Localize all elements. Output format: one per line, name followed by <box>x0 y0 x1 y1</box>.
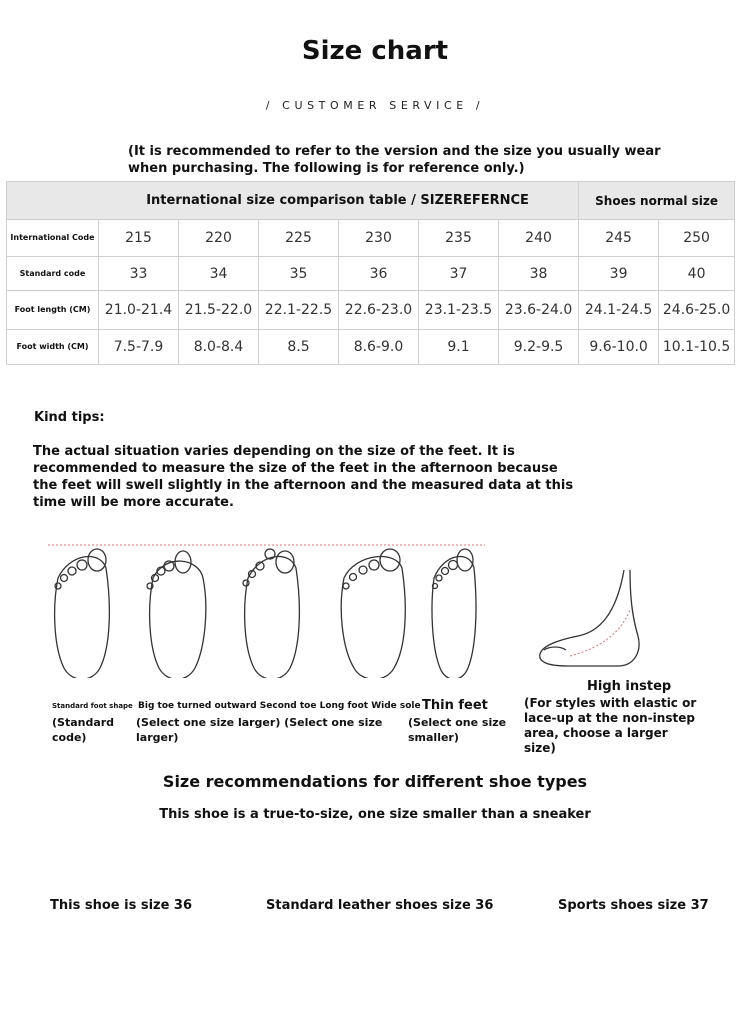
table-cell: 21.0-21.4 <box>99 291 179 330</box>
high-instep-note: (For styles with elastic or lace-up at the non-instep area, choose a larger size) <box>524 696 697 755</box>
second-toe-foot-icon <box>243 549 299 678</box>
table-cell: 23.6-24.0 <box>499 291 579 330</box>
size-comparison-table <box>6 181 735 365</box>
standard-foot-note: (Standard code) <box>52 716 115 744</box>
table-cell: 37 <box>419 257 499 291</box>
high-instep-foot-icon <box>540 570 639 666</box>
table-cell: 38 <box>499 257 579 291</box>
thin-feet-note: (Select one size smaller) <box>408 716 507 744</box>
bunion-foot-icon <box>147 551 206 678</box>
foot-types-caption: Big toe turned outward Second toe Long foot Wide sole <box>138 701 421 711</box>
high-instep-title: High instep <box>587 679 672 694</box>
table-cell: 9.2-9.5 <box>499 330 579 365</box>
table-cell: 9.6-10.0 <box>579 330 659 365</box>
customer-service-label: / CUSTOMER SERVICE / <box>265 99 485 112</box>
table-cell: 22.1-22.5 <box>259 291 339 330</box>
foot-shapes-illustration <box>40 538 700 678</box>
table-cell: 22.6-23.0 <box>339 291 419 330</box>
table-cell: 245 <box>579 220 659 257</box>
row-label-standard: Standard code <box>7 257 99 291</box>
table-cell: 8.0-8.4 <box>179 330 259 365</box>
tips-body: The actual situation varies depending on the size of the feet. It is recommended to measure the size of the feet in the afternoon because the feet will swell slightly in the afternoon and the measured data at this time will be more accurate. <box>33 444 574 510</box>
table-cell: 35 <box>259 257 339 291</box>
table-cell: 36 <box>339 257 419 291</box>
table-cell: 34 <box>179 257 259 291</box>
table-cell: 24.6-25.0 <box>659 291 735 330</box>
table-row <box>7 291 735 330</box>
recommendation-subtitle: This shoe is a true-to-size, one size smaller than a sneaker <box>159 807 591 822</box>
table-row <box>7 220 735 257</box>
standard-foot-icon <box>55 549 110 678</box>
table-cell: 39 <box>579 257 659 291</box>
table-cell: 225 <box>259 220 339 257</box>
table-cell: 21.5-22.0 <box>179 291 259 330</box>
wide-sole-foot-icon <box>341 549 405 678</box>
foot-types-note: (Select one size larger) (Select one size larger) <box>136 716 383 744</box>
table-header-row <box>7 182 735 220</box>
table-cell: 220 <box>179 220 259 257</box>
table-cell: 230 <box>339 220 419 257</box>
table-header-right: Shoes normal size <box>579 182 735 220</box>
table-cell: 40 <box>659 257 735 291</box>
intro-note: (It is recommended to refer to the version and the size you usually wear when purchasing. The following is for reference only.) <box>128 144 661 176</box>
this-shoe-size: This shoe is size 36 <box>50 898 193 913</box>
table-cell: 8.6-9.0 <box>339 330 419 365</box>
table-cell: 33 <box>99 257 179 291</box>
table-cell: 240 <box>499 220 579 257</box>
table-row <box>7 257 735 291</box>
table-cell: 10.1-10.5 <box>659 330 735 365</box>
sports-shoe-size: Sports shoes size 37 <box>558 898 709 913</box>
leather-shoe-size: Standard leather shoes size 36 <box>266 898 494 913</box>
table-cell: 23.1-23.5 <box>419 291 499 330</box>
table-cell: 8.5 <box>259 330 339 365</box>
standard-foot-caption: Standard foot shape <box>52 702 133 710</box>
table-cell: 235 <box>419 220 499 257</box>
table-cell: 250 <box>659 220 735 257</box>
tips-title: Kind tips: <box>34 410 105 425</box>
table-header-main: International size comparison table / SIZEREFERNCE <box>7 182 579 220</box>
recommendation-title: Size recommendations for different shoe types <box>162 772 588 791</box>
table-cell: 9.1 <box>419 330 499 365</box>
table-cell: 24.1-24.5 <box>579 291 659 330</box>
row-label-international: International Code <box>7 220 99 257</box>
instep-highlight <box>570 610 630 656</box>
table-row <box>7 330 735 365</box>
thin-feet-title: Thin feet <box>422 698 488 713</box>
table-cell: 215 <box>99 220 179 257</box>
page-title: Size chart <box>301 36 449 66</box>
row-label-foot-width: Foot width (CM) <box>7 330 99 365</box>
thin-foot-icon <box>432 549 476 678</box>
table-cell: 7.5-7.9 <box>99 330 179 365</box>
row-label-foot-length: Foot length (CM) <box>7 291 99 330</box>
